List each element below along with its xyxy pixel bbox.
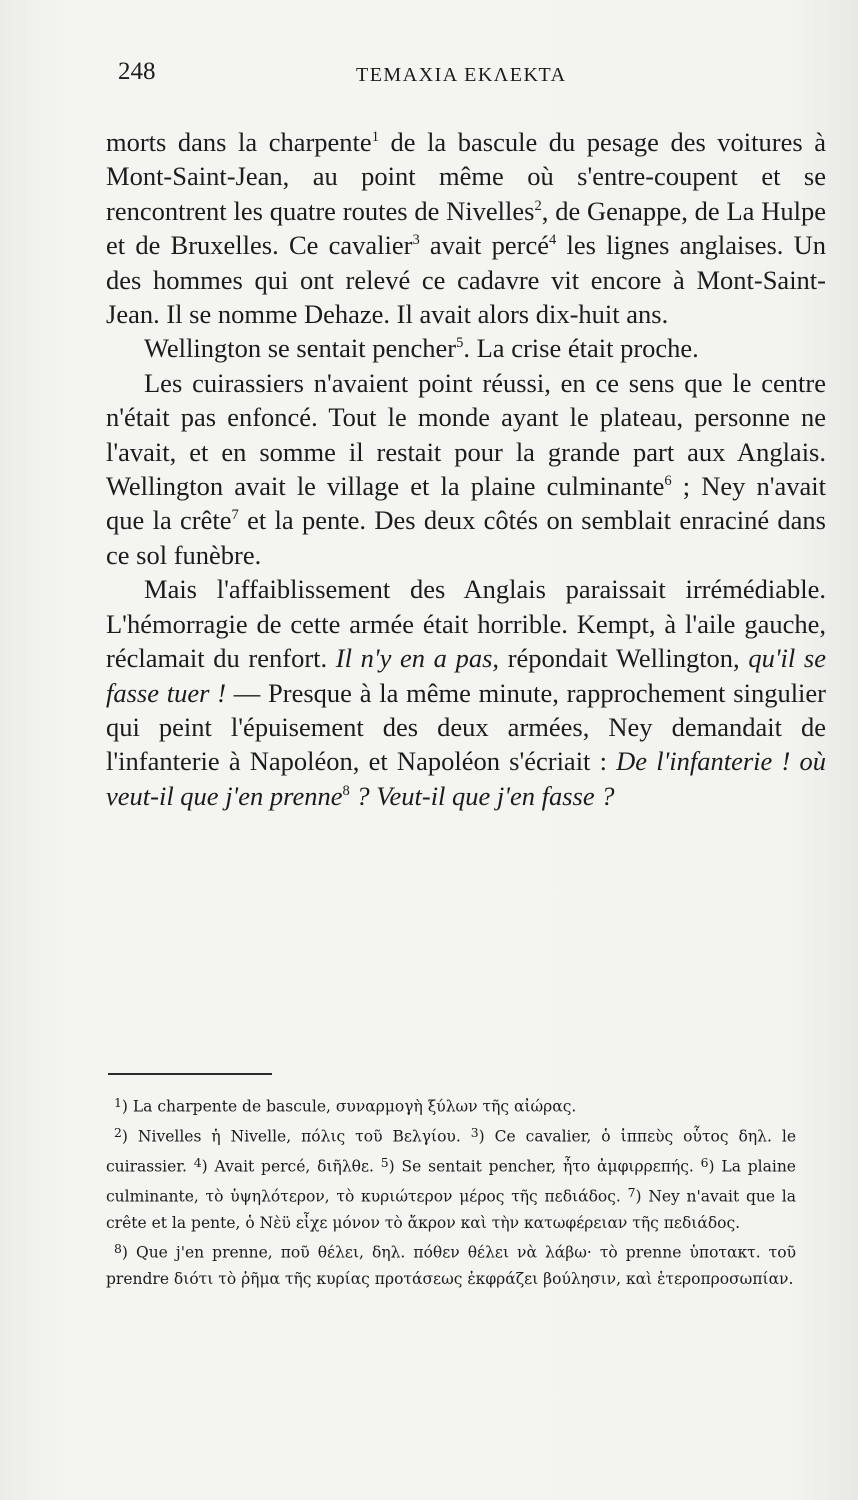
- footnote-mark: 6: [700, 1154, 709, 1170]
- footnotes: [106, 1090, 796, 1293]
- footnote-text: Ce cavalier, ὁ ἱππεὺς οὗτος δηλ. le cuirassier.: [106, 1127, 796, 1176]
- footnote-ref: 4: [549, 232, 557, 249]
- footnote-line: $^2$) Nivelles ἡ Nivelle, πόλις τοῦ Βελγίου. $^3$) Ce cavalier, ὁ ἱππεὺς οὗτος δηλ. le cuirassier. $^4$) Avait percé, διῆλθε. $^5$) Se sentait pencher, ἦτο ἀμφιρρεπής. $^6$) La plaine culminante, τὸ ὑψηλότερον, τὸ κυριώτερον μέρος τῆς πεδιάδος. $^7$) Ney n'avait que la crête et la pente, ὁ Νὲϋ εἶχε μόνον τὸ ἄκρον καὶ τὴν κατωφέρειαν τῆς πεδιάδος.: [106, 1124, 797, 1232]
- paragraph-3: [106, 366, 826, 572]
- text-span: — Presque à la même minute, rapprochement singulier qui peint l'épuisement des deux armées, Ney demandait de l'infanterie à Napoléon, et Napoléon s'écriait :: [106, 677, 827, 777]
- footnote-line: $^1$) La charpente de bascule, συναρμογὴ ξύλων τῆς αἰώρας.: [114, 1095, 577, 1116]
- footnote-ref: 8: [342, 782, 350, 799]
- running-title: ΤΕΜΑΧΙΑ ΕΚΛΕΚΤΑ: [356, 64, 567, 86]
- italic-span: Il n'y en a pas,: [335, 643, 500, 674]
- footnote-text: Se sentait pencher, ἦτο ἀμφιρρεπής.: [401, 1157, 701, 1176]
- text-span: morts dans la charpente: [106, 127, 372, 157]
- footnote-mark: 4: [193, 1154, 202, 1170]
- footnote-separator: [108, 1073, 272, 1075]
- text-span: Mais l'affaiblissement des Anglais paraissait irrémédiable. L'hémorragie de cette armée était horrible. Kempt, à l'aile gauche, réclamait du renfort.: [106, 574, 826, 674]
- footnote-ref: 1: [371, 129, 379, 146]
- footnote-ref: 2: [534, 197, 542, 214]
- footnote-text: La plaine culminante, τὸ ὑψηλότερον, τὸ κυριώτερον μέρος τῆς πεδιάδος.: [106, 1157, 796, 1206]
- text-span: les lignes anglaises. Un des hommes qui ont relevé ce cadavre vit encore à Mont-Saint-Jean. Il se nomme Dehaze. Il avait alors dix-huit ans.: [106, 230, 826, 330]
- text-span: et la pente. Des deux côtés on semblait enraciné dans ce sol funèbre.: [106, 505, 826, 570]
- text-span: de la bascule du pesage des voitures à Mont-Saint-Jean, au point même où s'entre-coupent et se rencontrent les quatre routes de Nivelles: [106, 127, 826, 226]
- italic-span: De l'infanterie ! où veut-il que j'en prenne: [106, 746, 826, 811]
- italic-span: ? Veut-il que j'en fasse ?: [349, 780, 615, 811]
- italic-span: qu'il se fasse tuer !: [106, 643, 826, 708]
- paragraph-2: [106, 331, 826, 365]
- footnote-text: Nivelles ἡ Nivelle, πόλις τοῦ Βελγίου.: [137, 1127, 471, 1146]
- page-header: [118, 58, 818, 98]
- footnote-text: La charpente de bascule, συναρμογὴ ξύλων τῆς αἰώρας.: [132, 1097, 577, 1116]
- footnote-mark: 8: [114, 1241, 122, 1257]
- footnote-mark: 5: [380, 1154, 389, 1170]
- footnote-mark: 1: [114, 1095, 122, 1110]
- text-span: répondait Wellington,: [499, 643, 749, 674]
- footnote-mark: 3: [470, 1124, 479, 1140]
- text-span: Les cuirassiers n'avaient point réussi, en ce sens que le centre n'était pas enfoncé. Tout le monde ayant le plateau, personne ne l'avait, et en somme il restait pour la grande part aux Anglais. Wellington avait le village et la plaine culminante: [106, 367, 826, 502]
- paragraph-4: [106, 572, 826, 813]
- text-span: Wellington se sentait pencher: [144, 333, 457, 364]
- footnote-ref: 3: [412, 232, 420, 249]
- footnote-mark: 7: [627, 1184, 636, 1200]
- footnote-text: Que j'en prenne, ποῦ θέλει, δηλ. πόθεν θέλει νὰ λάβω· τὸ prenne ὑποτακτ. τοῦ prendre διότι τὸ ῥῆμα τῆς κυρίας προτάσεως ἐκφράζει βούλησιν, καὶ ἑτεροπροσωπίαν.: [106, 1243, 796, 1289]
- footnote-ref: 6: [664, 473, 672, 490]
- footnote-line: $^8$) Que j'en prenne, ποῦ θέλει, δηλ. πόθεν θέλει νὰ λάβω· τὸ prenne ὑποτακτ. τοῦ prendre διότι τὸ ῥῆμα τῆς κυρίας προτάσεως ἐκφράζει βούλησιν, καὶ ἑτεροπροσωπίαν.: [106, 1241, 796, 1289]
- footnote-text: Ney n'avait que la crête et la pente, ὁ Νὲϋ εἶχε μόνον τὸ ἄκρον καὶ τὴν κατωφέρειαν τῆς πεδιάδος.: [106, 1187, 797, 1232]
- page-number: 248: [118, 58, 156, 85]
- footnote-ref: 7: [231, 507, 239, 524]
- footnote-mark: 2: [114, 1124, 122, 1140]
- paragraph-1: [106, 125, 826, 331]
- main-text: [106, 125, 826, 813]
- text-span: ; Ney n'avait que la crête: [106, 471, 826, 536]
- footnote-ref: 5: [456, 335, 464, 352]
- text-span: . La crise était proche.: [463, 333, 699, 364]
- footnote-text: Avait percé, διῆλθε.: [214, 1157, 381, 1176]
- text-span: , de Genappe, de La Hulpe et de Bruxelles. Ce cavalier: [106, 195, 826, 261]
- text-span: avait percé: [419, 230, 549, 261]
